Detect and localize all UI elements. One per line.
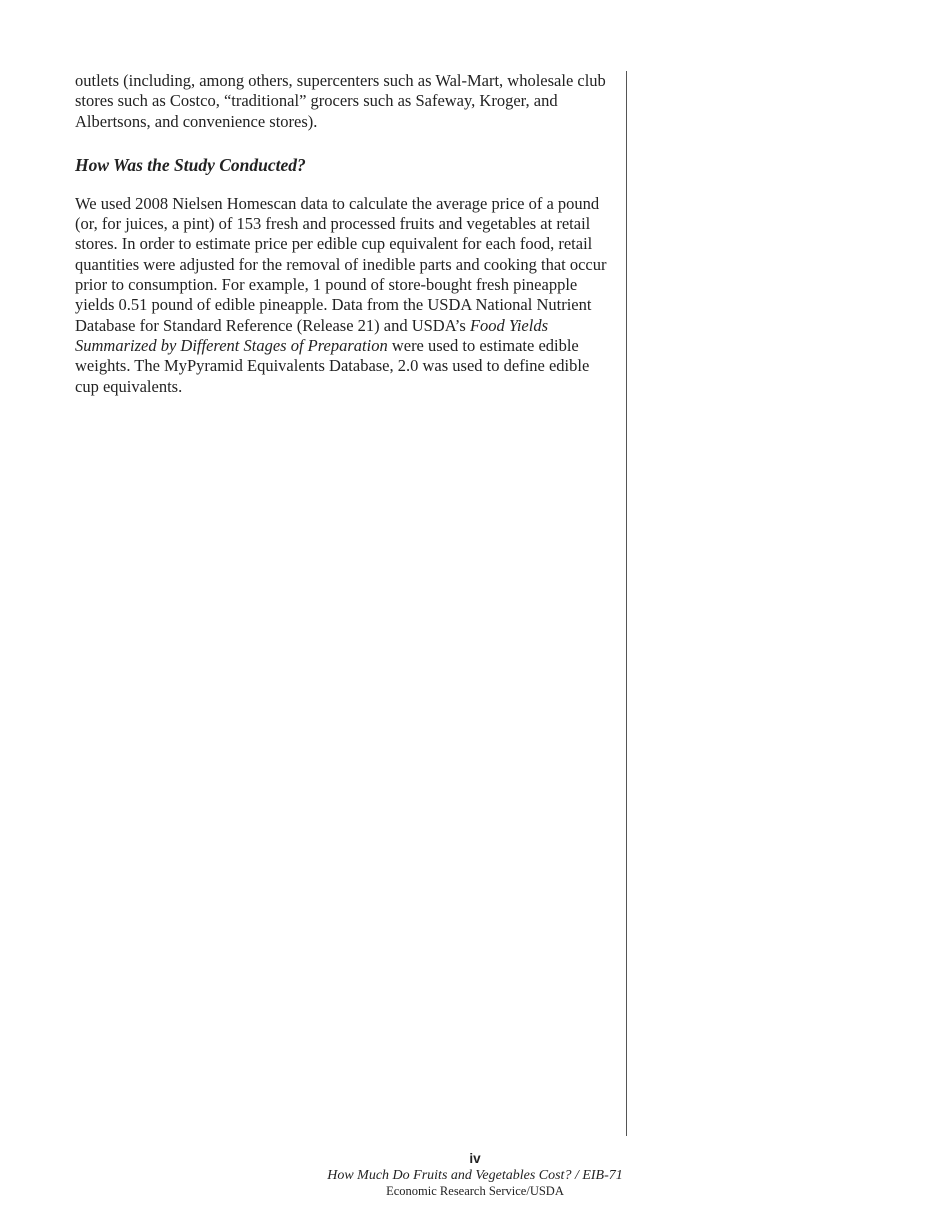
publication-title: How Much Do Fruits and Vegetables Cost? / EIB-71 <box>327 1168 623 1183</box>
column-divider-rule <box>626 71 627 1136</box>
page-footer <box>0 1150 950 1199</box>
agency-name: Economic Research Service/USDA <box>386 1184 564 1198</box>
body-paragraph <box>75 194 610 397</box>
page-number: iv <box>469 1151 481 1166</box>
main-text-column <box>75 71 610 397</box>
section-heading: How Was the Study Conducted? <box>75 154 306 175</box>
body-text-part-2: were used to estimate edible weights. The MyPyramid Equivalents Database, 2.0 was used to define edible cup equivalents. <box>75 335 590 396</box>
intro-paragraph: outlets (including, among others, supercenters such as Wal-Mart, wholesale club stores such as Costco, “traditional” grocers such as Safeway, Kroger, and Albertsons, and convenience stores). <box>75 71 606 131</box>
publication-title-italic: Food Yields Summarized by Different Stages of Preparation <box>75 315 549 355</box>
body-text-part-1: We used 2008 Nielsen Homescan data to calculate the average price of a pound (or, for juices, a pint) of 153 fresh and processed fruits and vegetables at retail stores. In order to estimate price per edible cup equivalent for each food, retail quantities were adjusted for the removal of inedible parts and cooking that occur prior to consumption. For example, 1 pound of store-bought fresh pineapple yields 0.51 pound of edible pineapple. Data from the USDA National Nutrient Database for Standard Reference (Release 21) and USDA’s <box>75 193 607 335</box>
